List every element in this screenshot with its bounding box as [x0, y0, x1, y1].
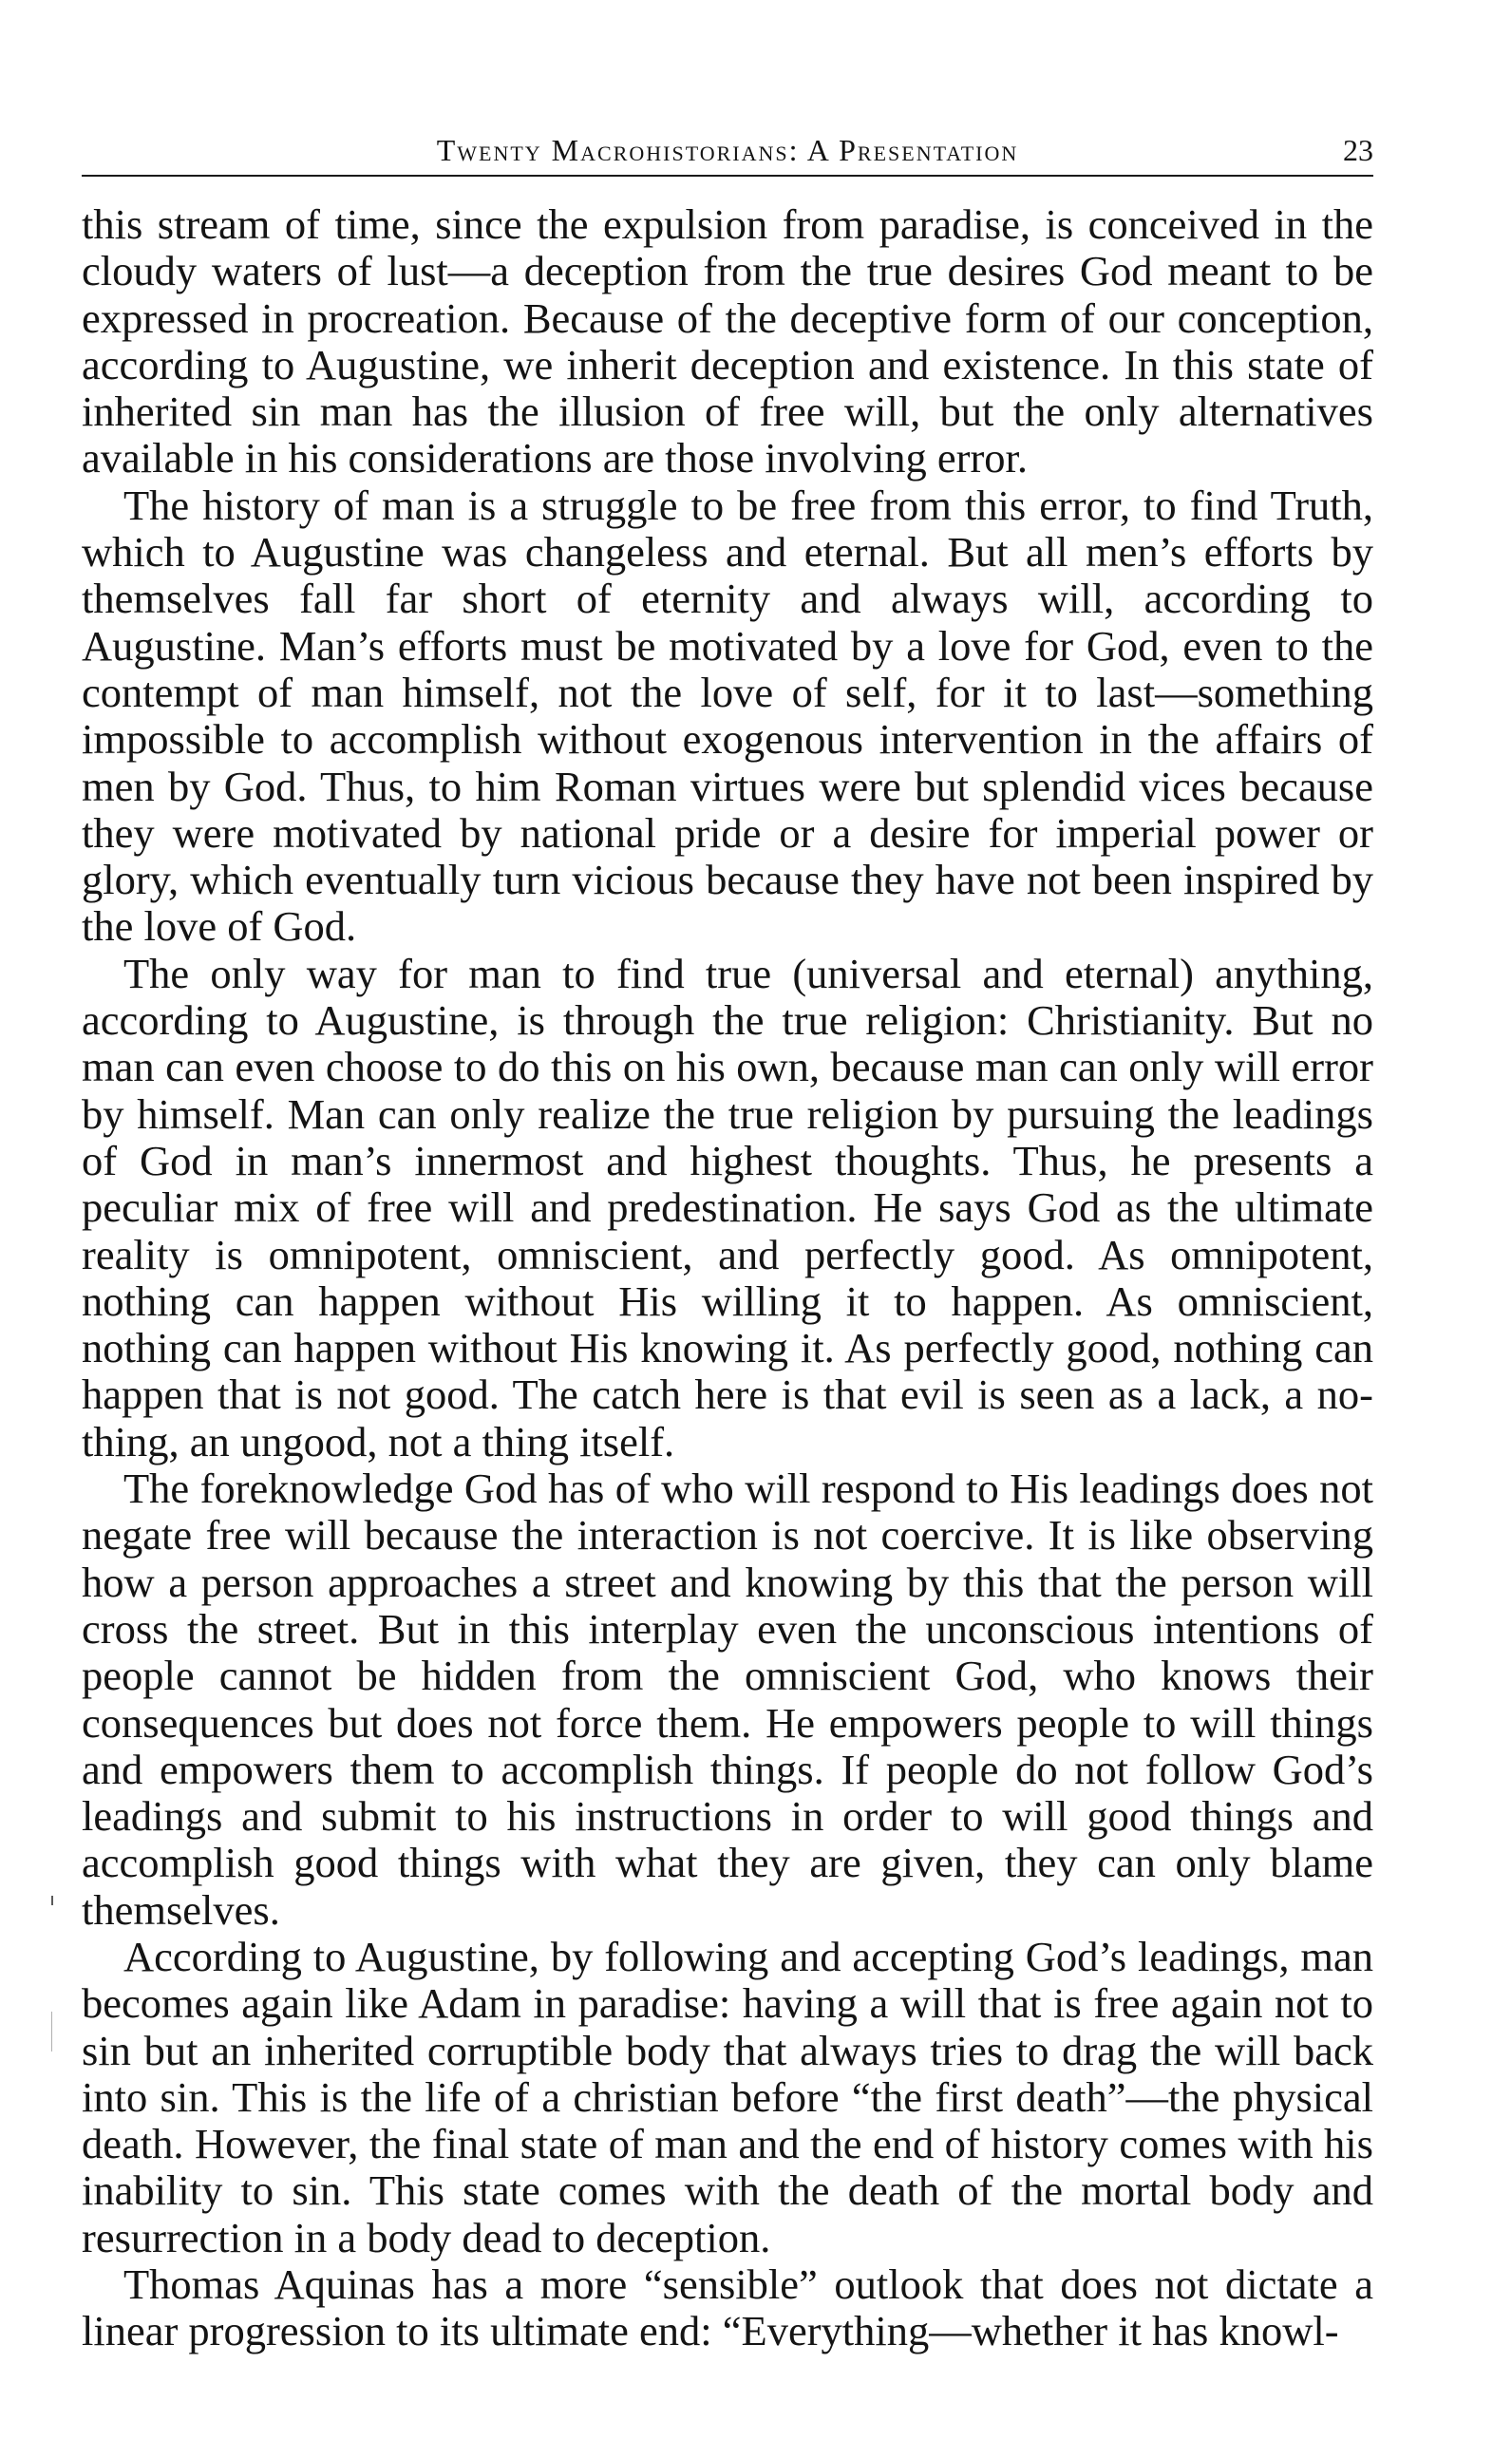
paragraph: According to Augustine, by following and accepting God’s leadings, man becomes again like Adam in paradise: having a will that is free again not to sin but an inherited corruptible body that always tries to drag the will back into sin. This is the life of a christian before “the first death”—the physical death. However, the final state of man and the end of history comes with his inability to sin. This state comes with the death of the mortal body and resurrection in a body dead to deception.: [82, 1932, 1373, 2261]
running-title: Twenty Macrohistorians: A Presentation: [436, 133, 1019, 167]
margin-mark: [51, 1896, 53, 1905]
paragraph: Thomas Aquinas has a more “sensible” outlook that does not dictate a linear progression to its ultimate end: “Everything—whether it has knowl-: [82, 2260, 1373, 2355]
paragraph: this stream of time, since the expulsion from paradise, is conceived in the cloudy waters of lust—a deception from the true desires God meant to be expressed in procreation. Because of the deceptive form of our conception, according to Augustine, we inherit deception and existence. In this state of inherited sin man has the illusion of free will, but the only alternatives available in his considerations are those involving error.: [82, 200, 1373, 482]
body-text: [82, 201, 1373, 2355]
paragraph: The foreknowledge God has of who will respond to His leadings does not negate free will because the interaction is not coercive. It is like observing how a person approaches a street and knowing by this that the person will cross the street. But in this interplay even the unconscious intentions of people cannot be hidden from the omniscient God, who knows their consequences but does not force them. He empowers people to will things and empowers them to accomplish things. If people do not follow God’s leadings and submit to his instructions in order to will good things and accomplish good things with what they are given, they can only blame themselves.: [82, 1465, 1373, 1934]
paragraph: The only way for man to find true (universal and eternal) anything, according to Augustine, is through the true religion: Christianity. But no man can even choose to do this on his own, because man can only will error by himself. Man can only realize the true religion by pursuing the leadings of God in man’s innermost and highest thoughts. Thus, he presents a peculiar mix of free will and predestination. He says God as the ultimate reality is omnipotent, omniscient, and perfectly good. As omnipotent, nothing can happen without His willing it to happen. As omniscient, nothing can happen without His knowing it. As perfectly good, nothing can happen that is not good. The catch here is that evil is seen as a lack, a no-thing, an ungood, not a thing itself.: [82, 949, 1373, 1465]
running-head: [82, 131, 1373, 177]
paragraph: The history of man is a struggle to be free from this error, to find Truth, which to Augustine was changeless and eternal. But all men’s efforts by themselves fall far short of eternity and always will, according to Augustine. Man’s efforts must be motivated by a love for God, even to the contempt of man himself, not the love of self, for it to last—something impossible to accomplish without exogenous intervention in the affairs of men by God. Thus, to him Roman virtues were but splendid vices because they were motivated by national pride or a desire for imperial power or glory, which eventually turn vicious because they have not been inspired by the love of God.: [82, 481, 1373, 951]
page-number: 23: [1343, 133, 1373, 167]
margin-mark: [51, 2012, 52, 2051]
